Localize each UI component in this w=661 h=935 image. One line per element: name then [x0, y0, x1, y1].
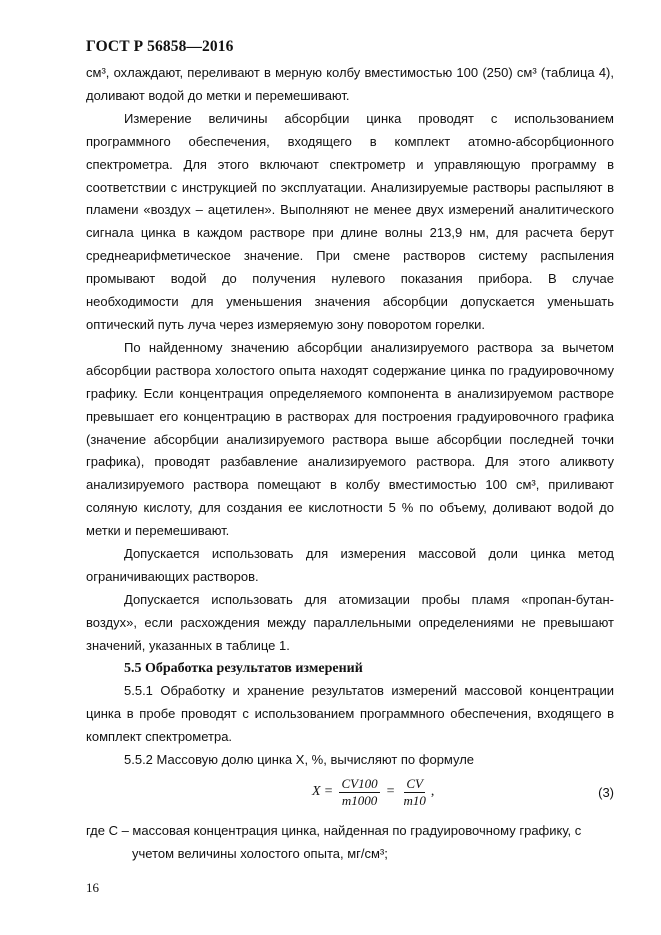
paragraph-5-5-2: 5.5.2 Массовую долю цинка X, %, вычисляют по формуле: [124, 752, 475, 768]
document-body: [86, 62, 614, 866]
formula-number: (3): [598, 785, 614, 801]
paragraph-propane-flame: Допускается использовать для атомизации пробы пламя «пропан-бутан-воздух», если расхождения между параллельными определениями не превышают значений, указанных в таблице 1.: [86, 591, 614, 653]
fraction-2-numerator: CV: [406, 776, 423, 792]
where-line-1: где C – массовая концентрация цинка, найденная по градуировочному графику, с: [86, 823, 582, 839]
standard-id-header: ГОСТ Р 56858—2016: [86, 38, 234, 55]
formula-row: [86, 772, 614, 820]
paragraph-absorption-measurement: Измерение величины абсорбции цинка проводят с использованием программного обеспечения, входящего в комплект атомно-абсорбционного спектрометра. Для этого включают спектрометр и управляющую программу в соответствии с инструкцией по эксплуатации. Анализируемые растворы распыляют в пламени «воздух – ацетилен». Выполняют не менее двух измерений аналитического сигнала цинка в каждом растворе при длине волны 213,9 нм, для расчета берут среднеарифметическое значение. При смене растворов систему распыления промывают водой до получения нулевого показания прибора. В случае необходимости для уменьшения значения абсорбции допускается уменьшать оптический путь луча через измеряемую зону поворотом горелки.: [86, 110, 614, 332]
fraction-1-denominator: m1000: [341, 793, 378, 809]
paragraph-limiting-solutions: Допускается использовать для измерения массовой доли цинка метод ограничивающих растворов.: [86, 546, 614, 584]
formula-equals-1: =: [324, 784, 333, 800]
formula-fraction-1: [339, 776, 379, 809]
paragraph-5-5-1: 5.5.1 Обработку и хранение результатов измерений массовой концентрации цинка в пробе проводят с использованием программного обеспечения, входящего в комплект спектрометра.: [86, 683, 614, 745]
formula-lhs: X: [312, 784, 321, 800]
fraction-2-denominator: m10: [403, 793, 426, 809]
formula-fraction-2: [402, 776, 428, 809]
page-number: 16: [86, 880, 99, 895]
where-line-2: учетом величины холостого опыта, мг/см³;: [132, 846, 388, 861]
formula-3: [312, 776, 434, 809]
paragraph-continuation: см³, охлаждают, переливают в мерную колбу вместимостью 100 (250) см³ (таблица 4), доливают водой до метки и перемешивают.: [86, 65, 614, 103]
formula-trailing-comma: ,: [430, 784, 435, 800]
formula-equals-2: =: [386, 784, 395, 800]
fraction-1-numerator: CV100: [341, 776, 378, 792]
section-heading: 5.5 Обработка результатов измерений: [124, 660, 363, 676]
paragraph-calibration-graph: По найденному значению абсорбции анализируемого раствора за вычетом абсорбции раствора холостого опыта находят содержание цинка по градуировочному графику. Если концентрация определяемого компонента в анализируемом растворе превышает его концентрацию в растворах для построения градуировочного графика (значение абсорбции анализируемого раствора выше абсорбции последней точки графика), проводят разбавление анализируемого раствора. Для этого аликвоту анализируемого раствора помещают в колбу вместимостью 100 см³, приливают соляную кислоту, для создания ее кислотности 5 % по объему, доливают водой до метки и перемешивают.: [86, 339, 614, 539]
